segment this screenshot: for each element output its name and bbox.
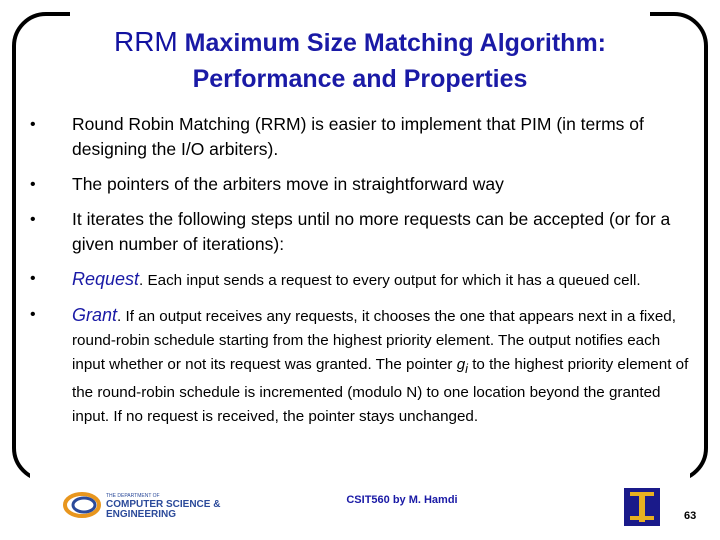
bullet-dot-icon: • — [30, 270, 36, 287]
bullet-text: Round Robin Matching (RRM) is easier to implement that PIM (in terms of designing the I/O arbiters). — [72, 114, 644, 159]
bullet-dot-icon: • — [30, 176, 36, 193]
svg-text:COMPUTER SCIENCE &: COMPUTER SCIENCE & — [106, 499, 221, 510]
bullet-lead: Grant — [72, 305, 118, 325]
bullet-dot-icon: • — [30, 306, 36, 323]
bullet-dot-icon: • — [30, 211, 36, 228]
bullet-text: . If an output receives any requests, it chooses the one that appears next in a fixed, round-robin schedule starting from the highest priority element. The output notifies each input whether or not its request was granted. The pointer — [72, 308, 676, 373]
pointer-symbol: g — [456, 356, 466, 373]
bullet-dot-icon: • — [30, 116, 36, 133]
title-line1: Maximum Size Matching Algorithm: — [177, 29, 607, 57]
bullet-item — [26, 207, 696, 257]
title-rrm: RRM — [113, 26, 178, 57]
bullet-text: It iterates the following steps until no more requests can be accepted (or for a given number of iterations): — [72, 209, 671, 254]
bullet-item — [26, 112, 696, 162]
svg-text:THE DEPARTMENT OF: THE DEPARTMENT OF — [106, 493, 160, 499]
bullet-text: to the highest priority element of the round-robin schedule is incremented (modulo N) to one location beyond the granted input. If no request is received, the pointer stays unchanged. — [72, 356, 689, 426]
slide-title — [0, 24, 720, 97]
bullet-text: . Each input sends a request to every output for which it has a queued cell. — [139, 272, 641, 289]
university-logo — [622, 486, 662, 528]
footer-course: CSIT560 by M. Hamdi — [346, 494, 458, 506]
bullet-lead: Request — [72, 269, 140, 289]
title-line2: Performance and Properties — [192, 65, 528, 93]
bullet-item — [26, 267, 696, 293]
department-logo — [62, 486, 222, 524]
svg-text:ENGINEERING: ENGINEERING — [106, 509, 177, 520]
bullet-list — [26, 112, 696, 439]
page-number: 63 — [684, 510, 697, 522]
bullet-text: The pointers of the arbiters move in straightforward way — [72, 174, 504, 194]
bullet-item — [26, 303, 696, 429]
bullet-item — [26, 172, 696, 197]
pointer-subscript: i — [465, 362, 468, 377]
